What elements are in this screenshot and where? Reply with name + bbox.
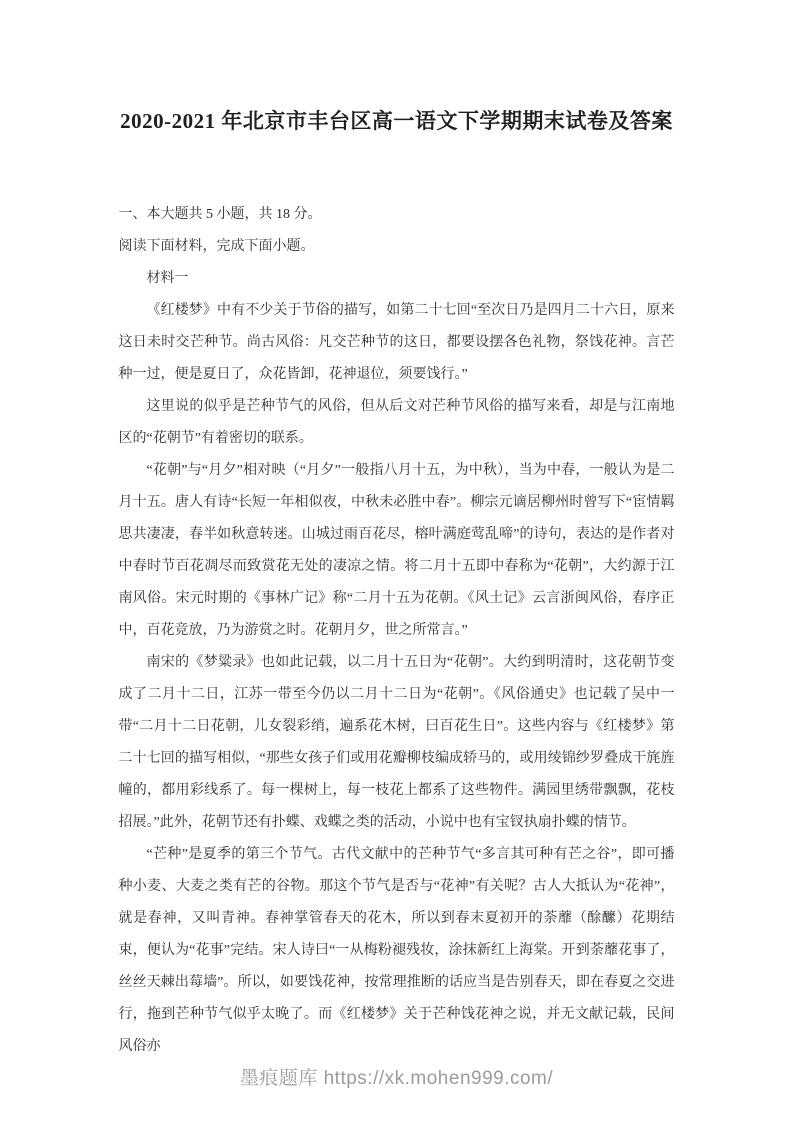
paragraph-4: 《红楼梦》中有不少关于节俗的描写，如第二十七回“至次日乃是四月二十六日，原来这日未时交芒种节。尚古风俗：凡交芒种节的这日，都要设摆各色礼物，祭饯花神。言芒种一过，便是夏日了，众花皆卸，花神退位，须要饯行。”: [118, 303, 675, 382]
paragraph-8: “芒种”是夏季的第三个节气。古代文献中的芒种节气“多言其可种有芒之谷”，即可播种小麦、大麦之类有芒的谷物。那这个节气是否与“花神”有关呢？古人大抵认为“花神”，就是春神，又叫青神。春神掌管春天的花木，所以到春末夏初开的荼蘼（酴醿）花期结束，便认为“花事”完结。宋人诗曰“一从梅粉褪残妆，涂抹新红上海棠。开到荼蘼花事了，丝丝天棘出莓墙”。所以，如要饯花神，按常理推断的话应当是告别春天，即在春夏之交进行，拖到芒种节气似乎太晚了。而《红楼梦》关于芒种饯花神之说，并无文献记载，民间风俗亦: [118, 847, 675, 1054]
paragraph-7: 南宋的《梦粱录》也如此记载，以二月十五日为“花朝”。大约到明清时，这花朝节变成了二月十二日，江苏一带至今仍以二月十二日为“花朝”。《风俗通史》也记载了吴中一带“二月十二日花朝，儿女裂彩绡，遍系花木树，曰百花生日”。这些内容与《红楼梦》第二十七回的描写相似，“那些女孩子们或用花瓣柳枝编成轿马的，或用绫锦纱罗叠成干旄旌幢的，都用彩线系了。每一棵树上，每一枝花上都系了这些物件。满园里绣带飘飘，花枝招展。”此外，花朝节还有扑蝶、戏蝶之类的活动，小说中也有宝钗执扇扑蝶的情节。: [118, 655, 675, 830]
paragraph-2: 阅读下面材料，完成下面小题。: [118, 239, 315, 254]
paragraph-3: 材料一: [146, 271, 189, 286]
footer-site-link[interactable]: 墨痕题库 https://xk.mohen999.com/: [239, 1068, 554, 1089]
paragraph-6: “花朝”与“月夕”相对映（“月夕”一般指八月十五，为中秋），当为中春，一般认为是二月十五。唐人有诗“长短一年相似夜，中秋未必胜中春”。柳宗元谪居柳州时曾写下“宦情羁思共凄凄，春半如秋意转迷。山城过雨百花尽，榕叶满庭莺乱啼”的诗句，表达的是作者对中春时节百花凋尽而致赏花无处的凄凉之情。将二月十五即中春称为“花朝”，大约源于江南风俗。宋元时期的《事林广记》称“二月十五为花朝。《风土记》云言浙闽风俗，春序正中，百花竞放，乃为游赏之时。花朝月夕，世之所常言。”: [118, 463, 675, 638]
document-body: [119, 199, 675, 1063]
paragraph-1: 一、本大题共 5 小题，共 18 分。: [118, 207, 322, 222]
paragraph-5: 这里说的似乎是芒种节气的风俗，但从后文对芒种节风俗的描写来看，却是与江南地区的“花朝节”有着密切的联系。: [118, 399, 675, 446]
document-title: 2020-2021 年北京市丰台区高一语文下学期期末试卷及答案: [120, 109, 673, 133]
page-footer: [0, 1066, 793, 1092]
